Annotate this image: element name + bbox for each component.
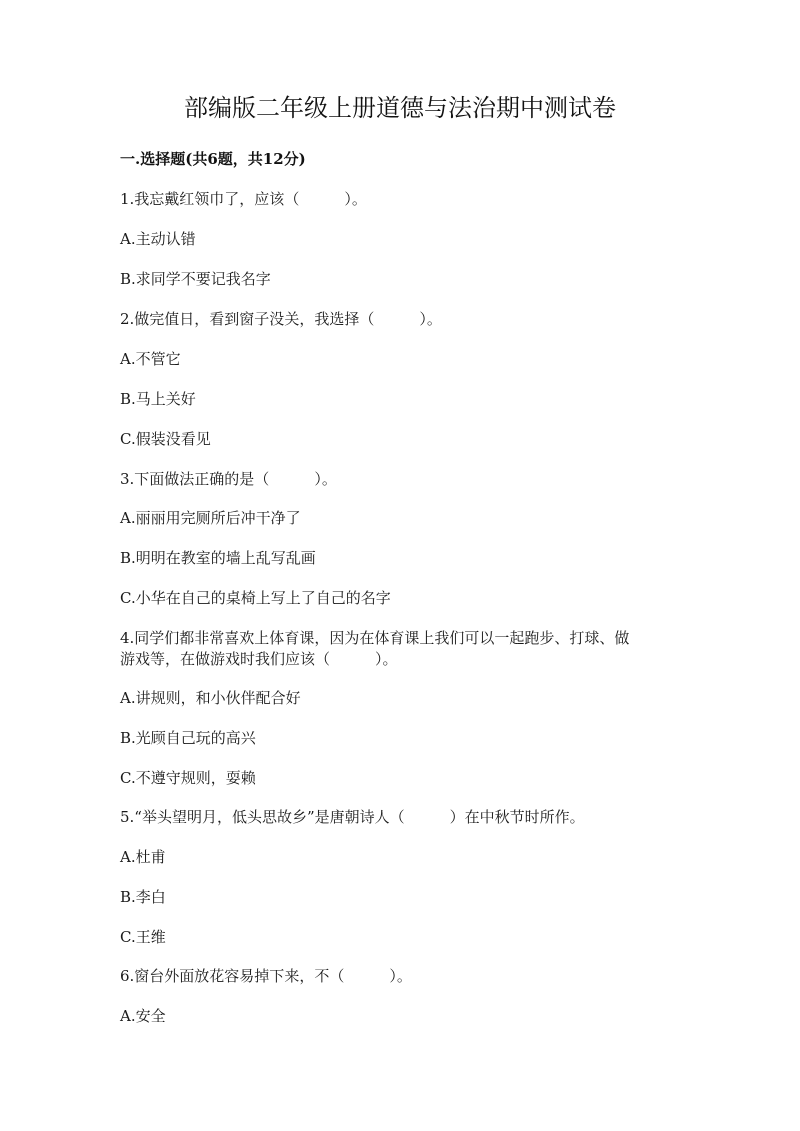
question-4-option-c: C.不遵守规则，耍赖 (120, 769, 256, 787)
section-heading: 一.选择题(共6题，共12分) (120, 150, 306, 168)
question-1-option-b: B.求同学不要记我名字 (120, 270, 271, 288)
question-stem-2: 2.做完值日，看到窗子没关，我选择（ ）。 (120, 310, 442, 328)
question-5-option-c: C.王维 (120, 928, 166, 946)
question-stem-5: 5.“举头望明月，低头思故乡”是唐朝诗人（ ）在中秋节时所作。 (120, 808, 585, 826)
question-stem-4-line-2: 游戏等，在做游戏时我们应该（ ）。 (120, 650, 398, 668)
question-2-option-c: C.假装没看见 (120, 430, 211, 448)
question-stem-4-line-1: 4.同学们都非常喜欢上体育课，因为在体育课上我们可以一起跑步、打球、做 (120, 629, 630, 647)
question-5-option-a: A.杜甫 (120, 848, 166, 866)
question-6-option-a: A.安全 (120, 1007, 166, 1025)
question-stem-1: 1.我忘戴红领巾了，应该（ ）。 (120, 190, 367, 208)
question-1-option-a: A.主动认错 (120, 230, 196, 248)
question-5-option-b: B.李白 (120, 888, 166, 906)
question-stem-3: 3.下面做法正确的是（ ）。 (120, 470, 337, 488)
question-3-option-c: C.小华在自己的桌椅上写上了自己的名字 (120, 589, 391, 607)
question-2-option-a: A.不管它 (120, 350, 181, 368)
question-3-option-a: A.丽丽用完厕所后冲干净了 (120, 509, 301, 527)
question-4-option-a: A.讲规则，和小伙伴配合好 (120, 689, 301, 707)
question-4-option-b: B.光顾自己玩的高兴 (120, 729, 256, 747)
page-title: 部编版二年级上册道德与法治期中测试卷 (184, 94, 616, 122)
question-3-option-b: B.明明在教室的墙上乱写乱画 (120, 549, 316, 567)
question-2-option-b: B.马上关好 (120, 390, 196, 408)
question-stem-6: 6.窗台外面放花容易掉下来，不（ ）。 (120, 967, 412, 985)
